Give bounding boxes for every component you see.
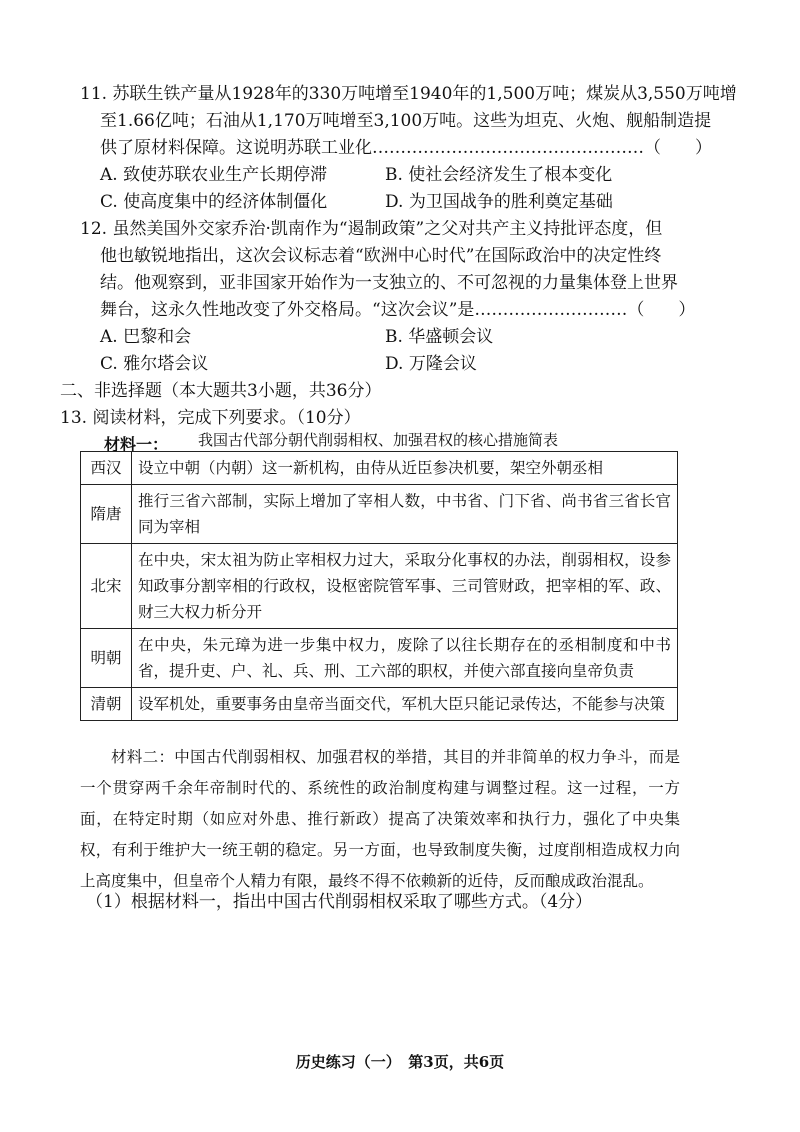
q12-option-b: B. 华盛顿会议 [385,327,494,347]
table-row [81,629,678,688]
q12-line-2: 他也敏锐地指出，这次会议标志着“欧洲中心时代”在国际政治中的决定性终 [100,246,662,266]
table-row [81,688,678,721]
measures-table [80,451,678,721]
q12-line-1: 12. 虽然美国外交家乔治·凯南作为“遏制政策”之父对共产主义持批评态度，但 [80,219,663,239]
q11-line-1: 11. 苏联生铁产量从1928年的330万吨增至1940年的1,500万吨；煤炭从3,550万吨增 [80,84,737,104]
table-caption: 我国古代部分朝代削弱相权、加强君权的核心措施简表 [198,431,559,449]
q12-option-d: D. 万隆会议 [385,354,477,374]
q12-option-c: C. 雅尔塔会议 [100,354,209,374]
section-heading: 二、非选择题（本大题共3小题，共36分） [60,381,382,401]
era-cell: 隋唐 [81,485,132,544]
q11-option-d: D. 为卫国战争的胜利奠定基础 [385,192,613,212]
table-row [81,452,678,485]
q12-option-a: A. 巴黎和会 [100,327,192,347]
q11-option-a: A. 致使苏联农业生产长期停滞 [100,165,328,185]
desc-cell: 在中央，宋太祖为防止宰相权力过大，采取分化事权的办法，削弱相权，设参知政事分割宰相的行政权，设枢密院管军事、三司管财政，把宰相的军、政、财三大权力析分开 [132,544,678,629]
q12-line-3: 结。他观察到，亚非国家开始作为一支独立的、不可忽视的力量集体登上世界 [100,273,678,293]
q11-option-b: B. 使社会经济发生了根本变化 [385,165,613,185]
era-cell: 西汉 [81,452,132,485]
q13-subquestion-1: （1）根据材料一，指出中国古代削弱相权采取了哪些方式。（4分） [86,892,593,912]
desc-cell: 在中央，朱元璋为进一步集中权力，废除了以往长期存在的丞相制度和中书省，提升吏、户、礼、兵、刑、工六部的职权，并使六部直接向皇帝负责 [132,629,678,688]
table-row [81,544,678,629]
q11-line-3: 供了原材料保障。这说明苏联工业化…………………………………………（ ） [100,138,712,158]
q11-option-c: C. 使高度集中的经济体制僵化 [100,192,328,212]
desc-cell: 设军机处，重要事务由皇帝当面交代，军机大臣只能记录传达，不能参与决策 [132,688,678,721]
material-1-label: 材料一： [104,435,169,454]
q12-line-4: 舞台，这永久性地改变了外交格局。“这次会议”是………………………（ ） [100,300,696,320]
table-row [81,485,678,544]
era-cell: 清朝 [81,688,132,721]
q13-stem: 13. 阅读材料，完成下列要求。（10分） [60,408,361,428]
era-cell: 北宋 [81,544,132,629]
desc-cell: 推行三省六部制，实际上增加了宰相人数，中书省、门下省、尚书省三省长官同为宰相 [132,485,678,544]
q11-line-2: 至1.66亿吨；石油从1,170万吨增至3,100万吨。这些为坦克、火炮、舰船制造提 [100,111,712,131]
page-footer: 历史练习（一） 第3页，共6页 [295,1053,505,1071]
era-cell: 明朝 [81,629,132,688]
desc-cell: 设立中朝（内朝）这一新机构，由侍从近臣参决机要，架空外朝丞相 [132,452,678,485]
material-2-paragraph: 材料二：中国古代削弱相权、加强君权的举措，其目的并非简单的权力争斗，而是一个贯穿两千余年帝制时代的、系统性的政治制度构建与调整过程。这一过程，一方面，在特定时期（如应对外患、推行新政）提高了决策效率和执行力，强化了中央集权，有利于维护大一统王朝的稳定。另一方面，也导致制度失衡，过度削相造成权力向上高度集中，但皇帝个人精力有限，最终不得不依赖新的近侍，反而酿成政治混乱。 [80,748,680,890]
